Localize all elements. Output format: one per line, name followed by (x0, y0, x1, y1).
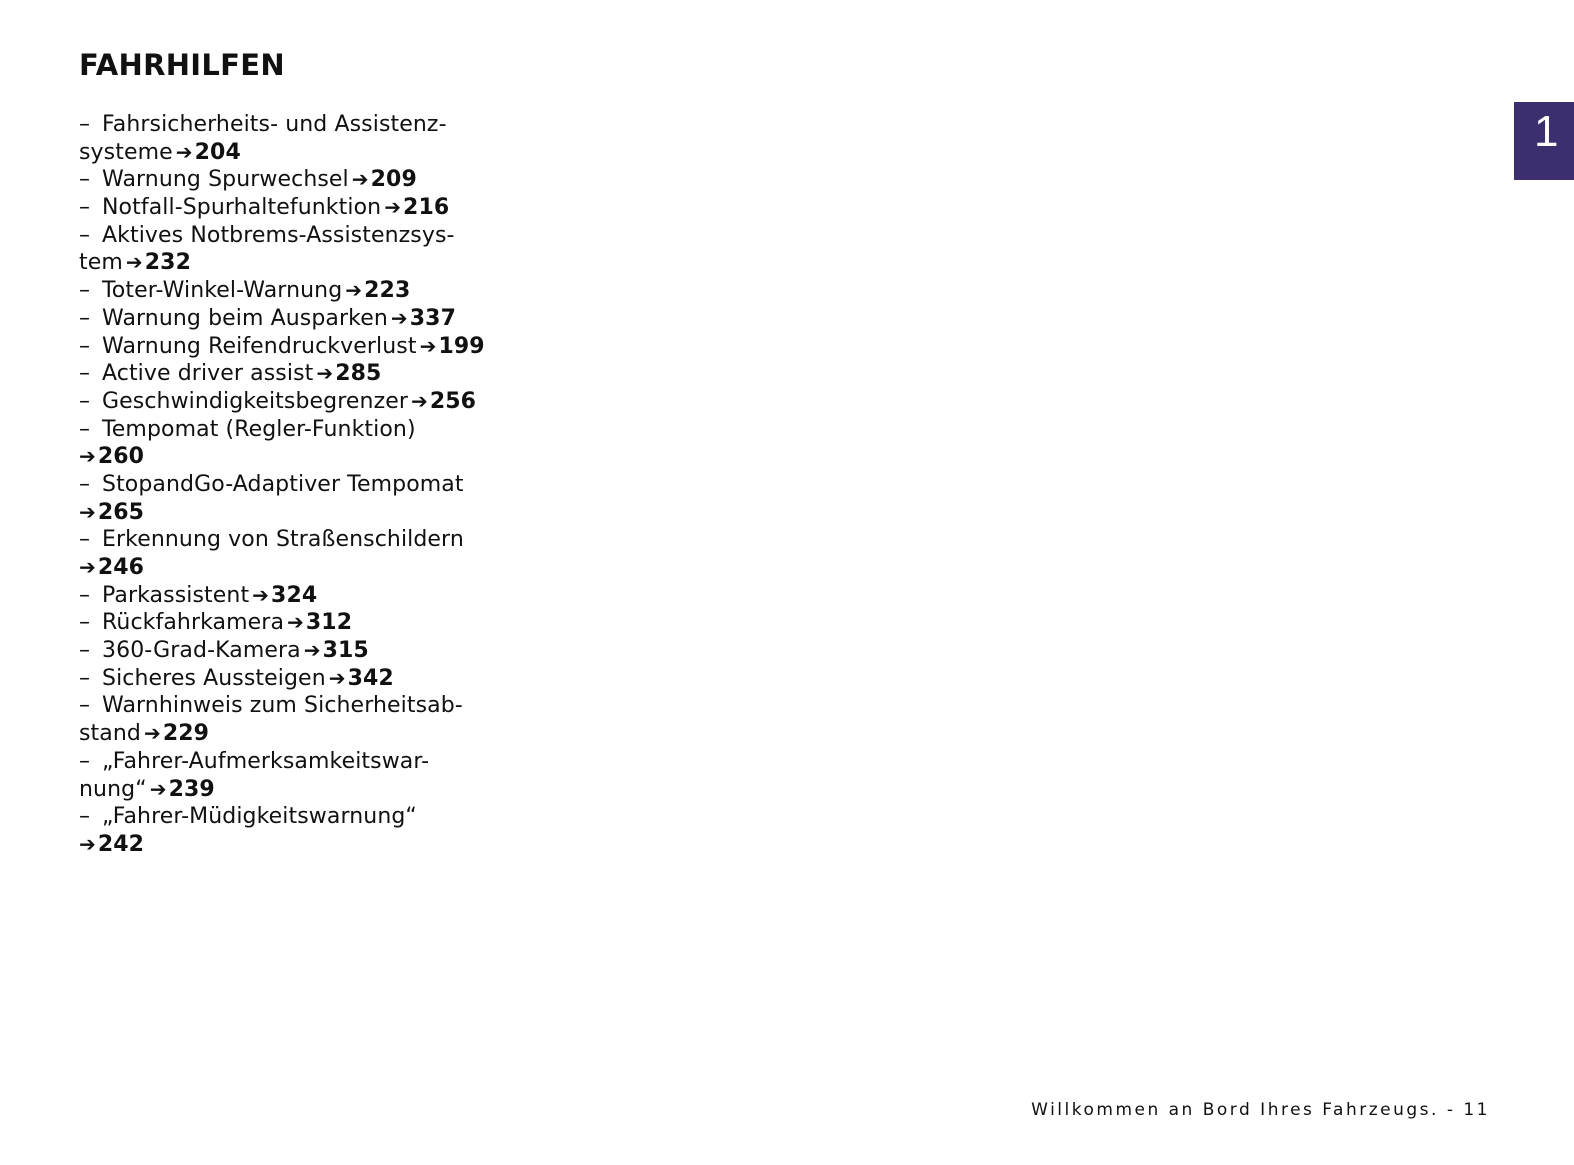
entry-label: Parkassistent (102, 582, 250, 608)
entry-line (79, 831, 529, 859)
page-reference-link[interactable]: 285 (335, 361, 382, 387)
entry-label: Warnung beim Ausparken (102, 305, 388, 331)
dash-bullet: – (79, 333, 91, 359)
entry-label: tem (79, 250, 123, 276)
entry-line (79, 609, 529, 637)
entry-label: Sicheres Aussteigen (102, 665, 326, 691)
page-reference-link[interactable]: 265 (97, 499, 145, 525)
entry-line (79, 111, 529, 139)
dash-bullet: – (79, 693, 91, 719)
page-reference-link[interactable]: 223 (364, 278, 411, 304)
dash-bullet: – (79, 222, 91, 248)
dash-bullet: – (79, 416, 91, 442)
dash-bullet: – (79, 638, 91, 664)
entry-line (79, 692, 529, 720)
arrow-right-icon: ➔ (328, 665, 346, 690)
list-item[interactable] (79, 166, 529, 194)
entry-line (79, 748, 529, 776)
entry-line (79, 582, 529, 610)
page-reference-link[interactable]: 246 (97, 555, 145, 580)
dash-bullet: – (79, 112, 91, 137)
list-item[interactable] (79, 222, 529, 277)
entry-label: Tempomat (Regler-Funktion) (102, 416, 416, 442)
arrow-right-icon: ➔ (345, 278, 363, 303)
list-item[interactable] (79, 111, 529, 166)
list-item[interactable] (79, 416, 529, 471)
entry-line (79, 249, 529, 277)
entry-line (79, 416, 529, 444)
page-reference-link[interactable]: 260 (97, 444, 145, 470)
page-reference-link[interactable]: 312 (305, 610, 353, 636)
entry-label: stand (79, 721, 141, 747)
page-reference-link[interactable]: 199 (438, 333, 485, 359)
arrow-right-icon: ➔ (287, 610, 304, 635)
list-item[interactable] (79, 526, 529, 581)
entry-label: StopandGo-Adaptiver Tempomat (102, 471, 464, 497)
list-item[interactable] (79, 277, 529, 305)
list-item[interactable] (79, 333, 529, 361)
dash-bullet: – (79, 361, 91, 387)
entry-label: Fahrsicherheits- und Assistenz- (102, 112, 447, 137)
arrow-right-icon: ➔ (143, 721, 161, 746)
arrow-right-icon: ➔ (303, 638, 321, 663)
page-reference-link[interactable]: 242 (97, 831, 145, 857)
entry-line (79, 222, 529, 250)
entry-line (79, 720, 529, 748)
entry-line (79, 443, 529, 471)
entry-line (79, 637, 529, 665)
dash-bullet: – (79, 167, 91, 193)
arrow-right-icon: ➔ (411, 388, 428, 413)
dash-bullet: – (79, 527, 91, 553)
page-reference-link[interactable]: 216 (403, 195, 450, 221)
page-reference-link[interactable]: 209 (370, 167, 417, 193)
arrow-right-icon: ➔ (125, 250, 143, 275)
entry-label: „Fahrer-Aufmerksamkeitswar- (102, 748, 430, 774)
dash-bullet: – (79, 748, 91, 774)
dash-bullet: – (79, 388, 91, 414)
entry-label: Warnung Spurwechsel (102, 167, 349, 193)
entry-label: Warnung Reifendruckverlust (102, 333, 417, 359)
dash-bullet: – (79, 305, 91, 331)
arrow-right-icon: ➔ (316, 361, 334, 386)
list-item[interactable] (79, 388, 529, 416)
arrow-right-icon: ➔ (252, 582, 270, 607)
entry-line (79, 554, 529, 582)
entry-line (79, 471, 529, 499)
entry-label: Erkennung von Straßenschildern (102, 527, 464, 553)
list-item[interactable] (79, 609, 529, 637)
entry-line (79, 277, 529, 305)
entry-line (79, 803, 529, 831)
entry-line (79, 305, 529, 333)
entry-label: Geschwindigkeitsbegrenzer (102, 388, 408, 414)
entry-line (79, 499, 529, 527)
page-reference-link[interactable]: 229 (162, 721, 210, 747)
list-item[interactable] (79, 305, 529, 333)
page-reference-link[interactable]: 342 (347, 665, 394, 691)
dash-bullet: – (79, 278, 91, 304)
arrow-right-icon: ➔ (149, 776, 167, 801)
entry-line (79, 665, 529, 693)
arrow-right-icon: ➔ (175, 139, 193, 164)
dash-bullet: – (79, 610, 91, 636)
feature-reference-list (79, 111, 529, 859)
page-footer: Willkommen an Bord Ihres Fahrzeugs. - 11 (1031, 1100, 1490, 1120)
list-item[interactable] (79, 637, 529, 665)
arrow-right-icon: ➔ (419, 333, 437, 358)
entry-label: 360-Grad-Kamera (102, 638, 301, 664)
entry-line (79, 166, 529, 194)
arrow-right-icon: ➔ (79, 499, 96, 524)
entry-line (79, 139, 529, 167)
dash-bullet: – (79, 582, 91, 608)
page-reference-link[interactable]: 239 (168, 776, 215, 802)
arrow-right-icon: ➔ (351, 167, 369, 192)
page-reference-link[interactable]: 324 (271, 582, 318, 608)
list-item[interactable] (79, 194, 529, 222)
page-reference-link[interactable]: 256 (429, 388, 477, 414)
dash-bullet: – (79, 665, 91, 691)
page-reference-link[interactable]: 315 (322, 638, 369, 664)
section-heading: FAHRHILFEN (79, 48, 285, 82)
entry-line (79, 526, 529, 554)
entry-label: Rückfahrkamera (102, 610, 285, 636)
entry-label: Warnhinweis zum Sicherheitsab- (102, 693, 463, 719)
entry-label: „Fahrer-Müdigkeitswarnung“ (102, 804, 417, 830)
entry-line (79, 776, 529, 804)
arrow-right-icon: ➔ (79, 444, 96, 469)
entry-label: Active driver assist (102, 361, 314, 387)
page-reference-link[interactable]: 232 (144, 250, 191, 276)
page-reference-link[interactable]: 204 (194, 139, 241, 165)
arrow-right-icon: ➔ (79, 555, 96, 579)
list-item[interactable] (79, 360, 529, 388)
arrow-right-icon: ➔ (384, 195, 402, 220)
arrow-right-icon: ➔ (79, 831, 96, 856)
entry-label: Notfall-Spurhaltefunktion (102, 195, 382, 221)
entry-label: Aktives Notbrems-Assistenzsys- (102, 222, 455, 248)
entry-label: nung“ (79, 776, 147, 802)
page-reference-link[interactable]: 337 (409, 305, 456, 331)
list-item[interactable] (79, 692, 529, 747)
list-item[interactable] (79, 665, 529, 693)
entry-line (79, 360, 529, 388)
entry-line (79, 194, 529, 222)
list-item[interactable] (79, 471, 529, 526)
list-item[interactable] (79, 748, 529, 803)
entry-label: Toter-Winkel-Warnung (102, 278, 343, 304)
dash-bullet: – (79, 471, 91, 497)
list-item[interactable] (79, 803, 529, 858)
dash-bullet: – (79, 195, 91, 221)
arrow-right-icon: ➔ (390, 305, 408, 330)
entry-label: systeme (79, 139, 173, 165)
dash-bullet: – (79, 804, 91, 830)
entry-line (79, 333, 529, 361)
list-item[interactable] (79, 582, 529, 610)
chapter-tab[interactable]: 1 (1514, 102, 1574, 180)
entry-line (79, 388, 529, 416)
